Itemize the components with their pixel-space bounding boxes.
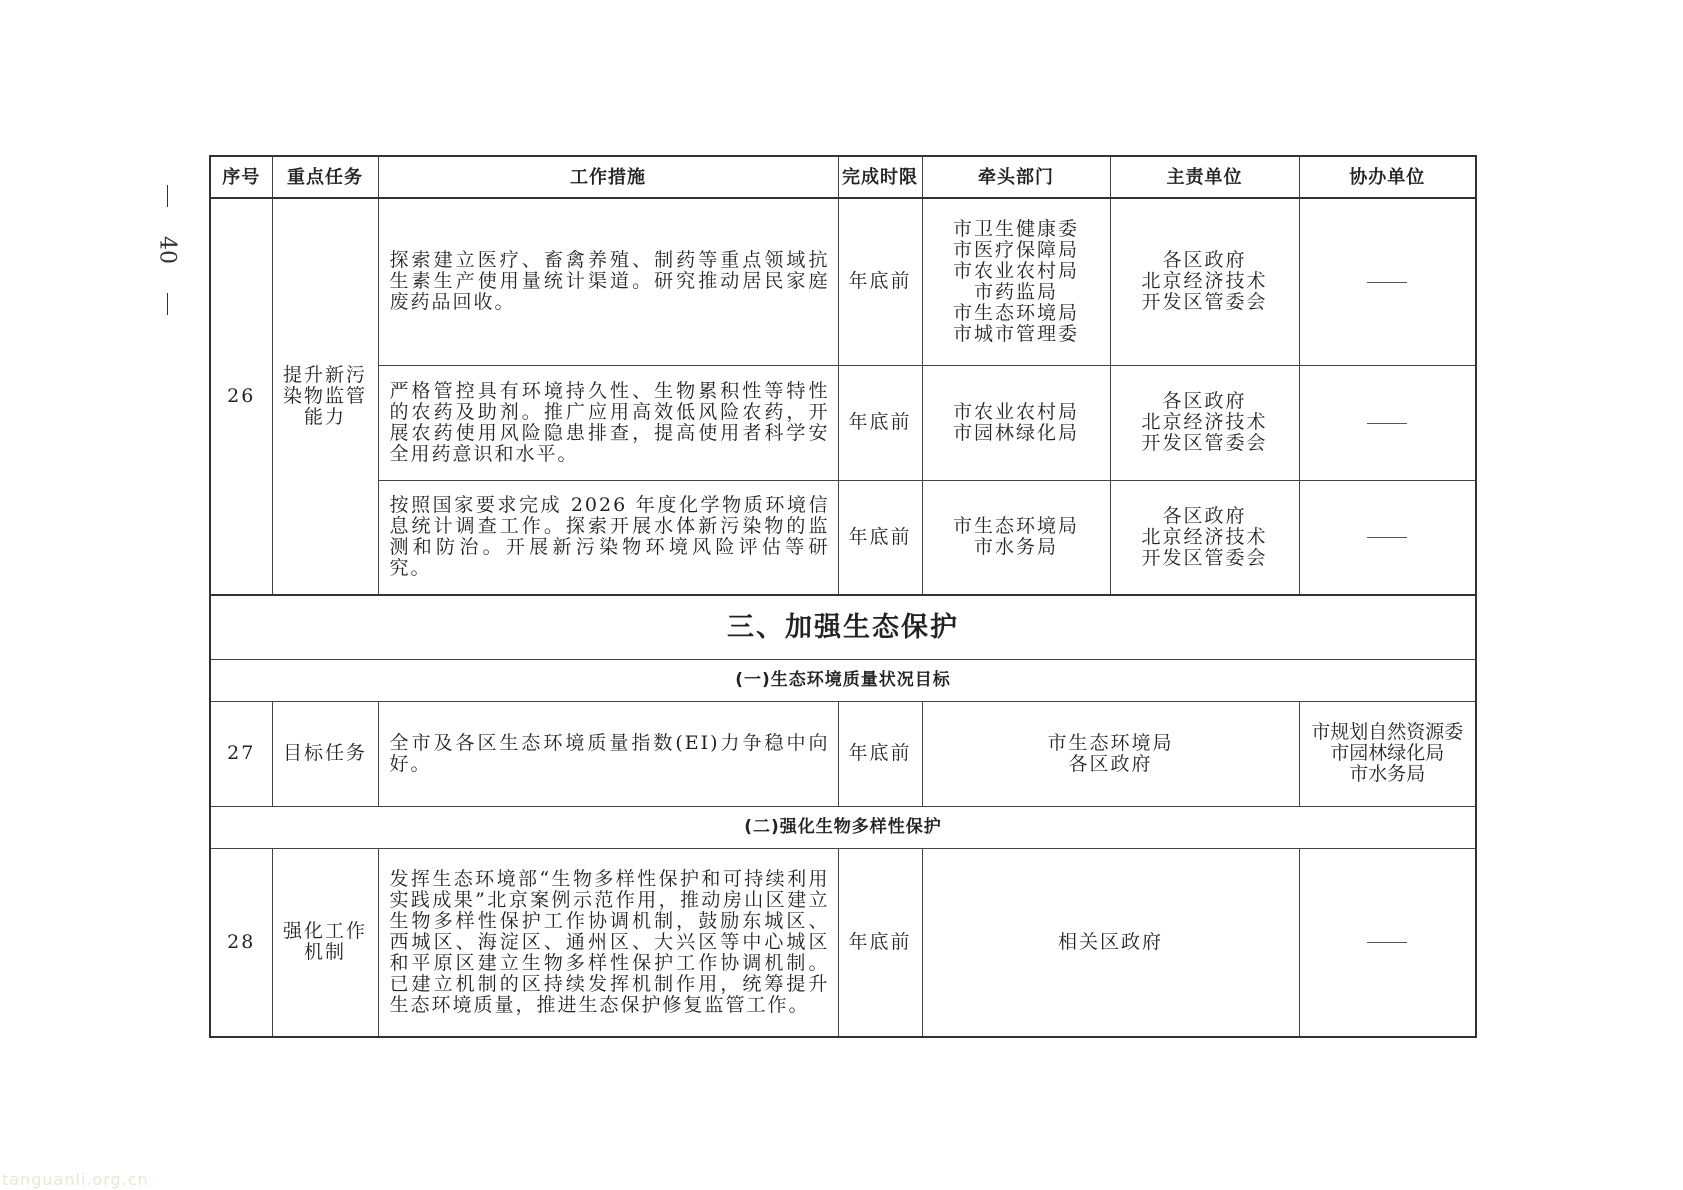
row-main: 各区政府 北京经济技术 开发区管委会 (1110, 198, 1299, 365)
divider (167, 293, 168, 315)
header-assist: 协办单位 (1299, 156, 1476, 198)
row-measure: 全市及各区生态环境质量指数(EI)力争稳中向好。 (378, 701, 838, 806)
row-assist: 市规划自然资源委 市园林绿化局 市水务局 (1299, 701, 1476, 806)
dash-mark (1367, 282, 1407, 283)
row-task: 强化工作机制 (272, 848, 378, 1037)
table-row (210, 365, 1476, 480)
row-assist (1299, 848, 1476, 1037)
row-deadline: 年底前 (838, 701, 922, 806)
subsection-title: (一)生态环境质量状况目标 (210, 659, 1476, 701)
row-lead-main: 市生态环境局 各区政府 (922, 701, 1299, 806)
row-lead: 市生态环境局 市水务局 (922, 480, 1110, 595)
section-title: 三、加强生态保护 (210, 595, 1476, 659)
table-row (210, 701, 1476, 806)
row-deadline: 年底前 (838, 848, 922, 1037)
row-deadline: 年底前 (838, 198, 922, 365)
row-assist (1299, 365, 1476, 480)
dash-mark (1367, 423, 1407, 424)
row-assist (1299, 198, 1476, 365)
header-task: 重点任务 (272, 156, 378, 198)
header-deadline: 完成时限 (838, 156, 922, 198)
divider (167, 185, 168, 207)
row-measure: 按照国家要求完成 2026 年度化学物质环境信息统计调查工作。探索开展水体新污染物的监测和防治。开展新污染物环境风险评估等研究。 (378, 480, 838, 595)
row-measure: 发挥生态环境部“生物多样性保护和可持续利用实践成果”北京案例示范作用，推动房山区建立生物多样性保护工作协调机制，鼓励东城区、西城区、海淀区、通州区、大兴区等中心城区和平原区建立生物多样性保护工作协调机制。已建立机制的区持续发挥机制作用，统筹提升生态环境质量，推进生态保护修复监管工作。 (378, 848, 838, 1037)
row-task: 目标任务 (272, 701, 378, 806)
watermark: tanguanli.org.cn (2, 1170, 149, 1189)
header-main: 主责单位 (1110, 156, 1299, 198)
row-deadline: 年底前 (838, 480, 922, 595)
row-main: 各区政府 北京经济技术 开发区管委会 (1110, 365, 1299, 480)
row-no: 27 (210, 701, 272, 806)
section-heading-row (210, 595, 1476, 659)
task-table (209, 155, 1477, 1038)
dash-mark (1367, 537, 1407, 538)
table-row (210, 198, 1476, 365)
row-deadline: 年底前 (838, 365, 922, 480)
header-no: 序号 (210, 156, 272, 198)
row-lead: 市卫生健康委 市医疗保障局 市农业农村局 市药监局 市生态环境局 市城市管理委 (922, 198, 1110, 365)
page-number-text: 40 (154, 236, 180, 264)
row-main: 各区政府 北京经济技术 开发区管委会 (1110, 480, 1299, 595)
subsection-heading-row (210, 659, 1476, 701)
row-lead-main: 相关区政府 (922, 848, 1299, 1037)
row-no: 28 (210, 848, 272, 1037)
header-lead: 牵头部门 (922, 156, 1110, 198)
row-no: 26 (210, 198, 272, 595)
subsection-heading-row (210, 806, 1476, 848)
row-assist (1299, 480, 1476, 595)
row-lead: 市农业农村局 市园林绿化局 (922, 365, 1110, 480)
row-task: 提升新污染物监管能力 (272, 198, 378, 595)
row-measure: 探索建立医疗、畜禽养殖、制药等重点领域抗生素生产使用量统计渠道。研究推动居民家庭废药品回收。 (378, 198, 838, 365)
subsection-title: (二)强化生物多样性保护 (210, 806, 1476, 848)
table-row (210, 480, 1476, 595)
row-measure: 严格管控具有环境持久性、生物累积性等特性的农药及助剂。推广应用高效低风险农药，开展农药使用风险隐患排查，提高使用者科学安全用药意识和水平。 (378, 365, 838, 480)
dash-mark (1367, 942, 1407, 943)
table-header-row (210, 156, 1476, 198)
header-measure: 工作措施 (378, 156, 838, 198)
page-number (150, 185, 184, 315)
table-row (210, 848, 1476, 1037)
